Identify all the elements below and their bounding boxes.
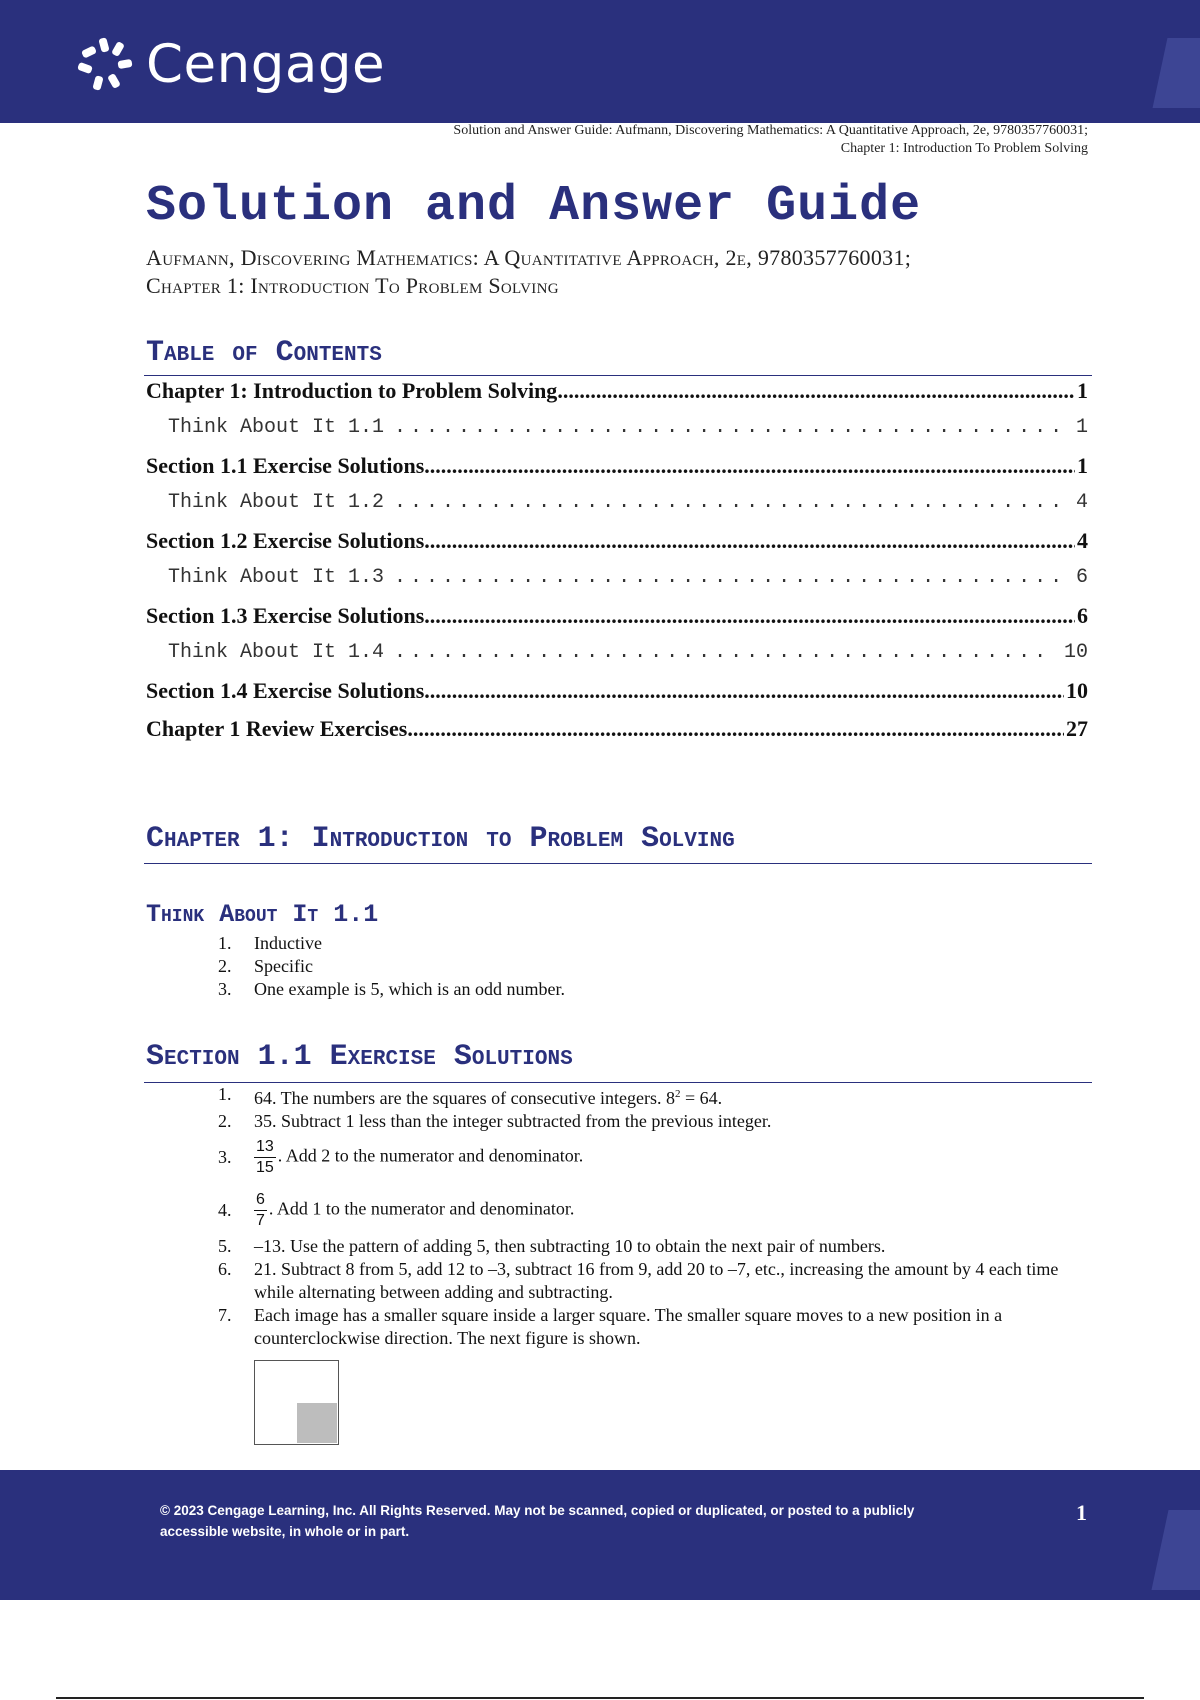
toc-entry-label: Think About It 1.4 (168, 640, 385, 664)
item-number: 3. (218, 979, 232, 999)
item-text-part: . Add 1 to the numerator and denominator. (268, 1198, 575, 1219)
exponent: 2 (675, 1088, 681, 1100)
toc-entry-page: 1 (1077, 453, 1088, 478)
list-item (218, 1235, 1098, 1258)
toc-entry-label: Section 1.3 Exercise Solutions (146, 603, 425, 628)
toc-entry-think-about-it-1-4[interactable] (146, 641, 1088, 679)
cengage-logo (74, 30, 385, 98)
running-head-line1: Solution and Answer Guide: Aufmann, Discovering Mathematics: A Quantitative Approach, 2e, 9780357760031; (453, 123, 1088, 138)
think-about-it-list (218, 932, 1098, 1001)
item-text (254, 1137, 1098, 1178)
toc-entry-review-exercises[interactable] (146, 716, 1088, 754)
toc-entry-chapter-1[interactable] (146, 378, 1088, 416)
copyright-notice: © 2023 Cengage Learning, Inc. All Rights Reserved. May not be scanned, copied or duplicated, or posted to a publicly accessible website, in whole or in part. (160, 1503, 915, 1539)
toc-entry-page: 10 (1066, 678, 1088, 703)
toc-entry-section-1-4[interactable] (146, 678, 1088, 716)
toc-entry-section-1-1[interactable] (146, 453, 1088, 491)
toc-entry-page: 4 (1075, 490, 1088, 514)
running-head-line2: Chapter 1: Introduction To Problem Solving (840, 141, 1088, 156)
item-text: Specific (254, 956, 313, 976)
think-about-it-heading: Think About It 1.1 (146, 900, 379, 929)
toc-heading-rule (144, 375, 1092, 376)
toc-entry-page: 1 (1077, 378, 1088, 403)
footer-band (0, 1470, 1200, 1600)
toc-leader-dots (384, 416, 1066, 439)
toc-entry-label: Section 1.2 Exercise Solutions (146, 528, 425, 553)
toc-entry-think-about-it-1-3[interactable] (146, 566, 1088, 604)
page-bottom-divider (56, 1697, 1144, 1699)
item-text: Each image has a smaller square inside a larger square. The smaller square moves to a new position in a counterclockwise direction. The next figure is shown. (254, 1305, 1003, 1348)
item-number: 4. (218, 1200, 232, 1220)
list-item (218, 1190, 1098, 1231)
toc-leader-dots (384, 566, 1066, 589)
chapter-heading-rule (144, 863, 1092, 864)
denominator: 7 (256, 1212, 265, 1229)
brand-name: Cengage (146, 33, 386, 95)
section-1-1-heading: Section 1.1 Exercise Solutions (146, 1040, 573, 1074)
running-head (453, 122, 1088, 158)
list-item (218, 1110, 1098, 1133)
chapter-heading: Chapter 1: Introduction to Problem Solving (146, 822, 735, 856)
numerator: 13 (254, 1137, 276, 1158)
item-number: 7. (218, 1305, 232, 1325)
denominator: 15 (256, 1159, 274, 1176)
toc-entry-page: 1 (1075, 415, 1088, 439)
list-item (218, 1137, 1098, 1178)
subtitle-line2: Chapter 1: Introduction To Problem Solving (146, 273, 559, 298)
toc-entry-page: 4 (1077, 528, 1088, 553)
toc-leader-dots (384, 491, 1066, 514)
page-subtitle (146, 244, 911, 300)
item-number: 3. (218, 1147, 232, 1167)
toc-entry-label: Section 1.1 Exercise Solutions (146, 453, 425, 478)
item-number: 2. (218, 956, 232, 976)
toc-entry-section-1-3[interactable] (146, 603, 1088, 641)
header-band (0, 0, 1200, 123)
toc-entry-label: Think About It 1.1 (168, 415, 385, 439)
page-number: 1 (1076, 1500, 1087, 1525)
page-title: Solution and Answer Guide (146, 178, 922, 235)
fraction (254, 1190, 267, 1231)
toc-leader-dots (424, 603, 1075, 629)
toc-leader-dots (557, 378, 1075, 404)
item-text: –13. Use the pattern of adding 5, then subtracting 10 to obtain the next pair of numbers. (254, 1236, 886, 1256)
item-number: 6. (218, 1259, 232, 1279)
item-text: 35. Subtract 1 less than the integer subtracted from the previous integer. (254, 1111, 772, 1131)
subtitle-line1: Aufmann, Discovering Mathematics: A Quantitative Approach, 2e, 9780357760031; (146, 245, 912, 270)
list-item (218, 932, 1098, 955)
list-item (218, 978, 1098, 1001)
header-corner-decoration (1153, 38, 1200, 108)
toc-entry-think-about-it-1-1[interactable] (146, 416, 1088, 454)
item-number: 1. (218, 1084, 232, 1104)
list-item (218, 1258, 1098, 1304)
next-figure-square (254, 1360, 339, 1445)
item-number: 1. (218, 933, 232, 953)
footer-corner-decoration (1151, 1510, 1200, 1590)
item-text (254, 1083, 1098, 1110)
item-text: 21. Subtract 8 from 5, add 12 to –3, subtract 16 from 9, add 20 to –7, etc., increasing the amount by 4 each time while alternating between adding and subtracting. (254, 1259, 1059, 1302)
toc-entry-page: 6 (1077, 603, 1088, 628)
toc-entry-label: Chapter 1: Introduction to Problem Solving (146, 378, 558, 403)
toc-entry-label: Think About It 1.3 (168, 565, 385, 589)
table-of-contents (146, 378, 1088, 753)
item-text-part: 64. The numbers are the squares of consecutive integers. 8 (254, 1088, 676, 1108)
toc-leader-dots (424, 678, 1064, 704)
toc-entry-label: Chapter 1 Review Exercises (146, 715, 408, 741)
toc-entry-page: 10 (1063, 640, 1088, 664)
fraction (254, 1137, 276, 1178)
toc-entry-page: 27 (1066, 715, 1088, 741)
small-square (297, 1403, 337, 1443)
toc-leader-dots (407, 716, 1064, 742)
item-number: 5. (218, 1236, 232, 1256)
toc-leader-dots (384, 641, 1054, 664)
toc-heading: Table of Contents (146, 336, 382, 370)
toc-entry-label: Section 1.4 Exercise Solutions (146, 678, 425, 703)
list-item (218, 1083, 1098, 1110)
toc-entry-section-1-2[interactable] (146, 528, 1088, 566)
item-text: One example is 5, which is an odd number. (254, 979, 565, 999)
toc-entry-think-about-it-1-2[interactable] (146, 491, 1088, 529)
item-text-part: . Add 2 to the numerator and denominator. (277, 1145, 584, 1166)
numerator: 6 (254, 1190, 267, 1211)
toc-leader-dots (424, 528, 1075, 554)
toc-leader-dots (424, 453, 1075, 479)
list-item (218, 955, 1098, 978)
cengage-mark-icon (74, 34, 138, 94)
toc-entry-label: Think About It 1.2 (168, 490, 385, 514)
item-number: 2. (218, 1111, 232, 1131)
item-text: Inductive (254, 933, 322, 953)
item-text-part: = 64. (680, 1088, 723, 1108)
list-item (218, 1304, 1098, 1350)
section-1-1-list (218, 1083, 1098, 1350)
item-text (254, 1190, 1098, 1231)
toc-entry-page: 6 (1075, 565, 1088, 589)
